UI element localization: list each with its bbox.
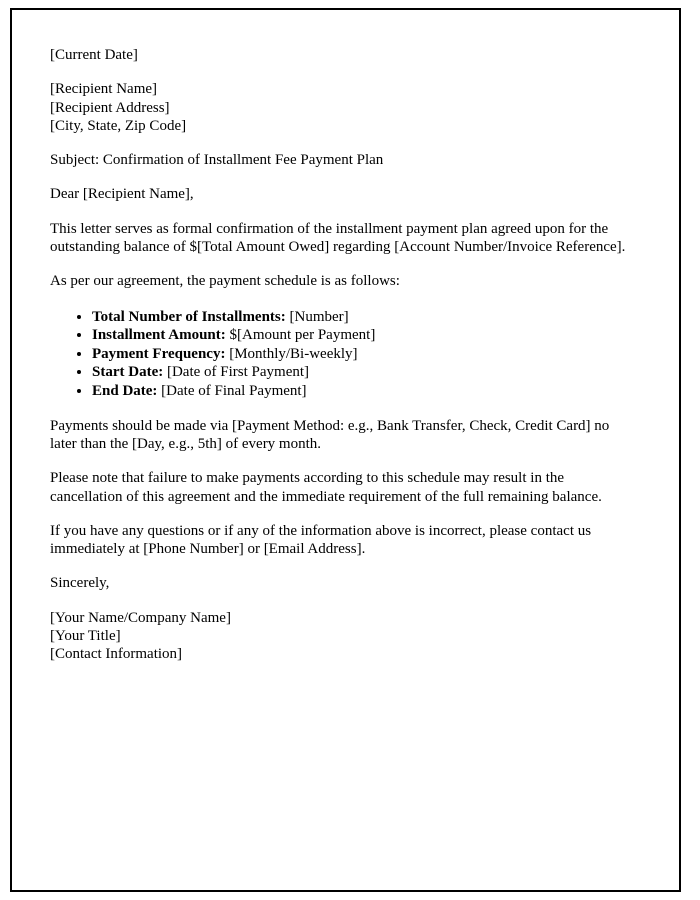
bullet-label: Total Number of Installments: [92, 308, 286, 325]
date-line: [Current Date] [50, 47, 138, 63]
bullet-label: Installment Amount: [92, 327, 226, 344]
recipient-block [50, 80, 639, 135]
intro-paragraph: This letter serves as formal confirmation of the installment payment plan agreed upon for the outstanding balance of $[Total Amount Owed] regarding [Account Number/Invoice Reference]. [50, 220, 626, 256]
signature-contact-line: [Contact Information] [50, 646, 183, 663]
recipient-city-line: [City, State, Zip Code] [50, 117, 187, 134]
signature-block [50, 609, 639, 664]
signature-title-line: [Your Title] [50, 628, 121, 645]
warning-paragraph: Please note that failure to make payments according to this schedule may result in the cancellation of this agreement and the immediate requirement of the full remaining balance. [50, 470, 602, 505]
schedule-lead-paragraph: As per our agreement, the payment schedule is as follows: [50, 273, 400, 290]
bullet-value: $[Amount per Payment] [225, 327, 376, 344]
letter-page [10, 8, 681, 892]
payment-schedule-list [50, 308, 639, 401]
payment-method-paragraph: Payments should be made via [Payment Method: e.g., Bank Transfer, Check, Credit Card] no later than the [Day, e.g., 5th] of every month. [50, 417, 610, 452]
bullet-value: [Date of Final Payment] [157, 383, 307, 400]
contact-paragraph: If you have any questions or if any of the information above is incorrect, please contact us immediately at [Phone Number] or [Email Address]. [50, 522, 592, 558]
bullet-value: [Number] [285, 308, 349, 325]
bullet-value: [Date of First Payment] [163, 364, 310, 381]
recipient-address-line: [Recipient Address] [50, 99, 170, 116]
bullet-value: [Monthly/Bi-weekly] [225, 345, 358, 362]
bullet-label: End Date: [92, 383, 158, 400]
list-item [92, 382, 639, 401]
recipient-name-line: [Recipient Name] [50, 81, 158, 98]
list-item [92, 326, 639, 345]
list-item [92, 308, 639, 327]
salutation-line: Dear [Recipient Name], [50, 186, 194, 203]
bullet-label: Payment Frequency: [92, 345, 226, 362]
signature-name-line: [Your Name/Company Name] [50, 609, 231, 626]
bullet-label: Start Date: [92, 364, 164, 381]
list-item [92, 345, 639, 364]
subject-line: Subject: Confirmation of Installment Fee Payment Plan [50, 152, 384, 169]
list-item [92, 363, 639, 382]
closing-line: Sincerely, [50, 575, 110, 592]
